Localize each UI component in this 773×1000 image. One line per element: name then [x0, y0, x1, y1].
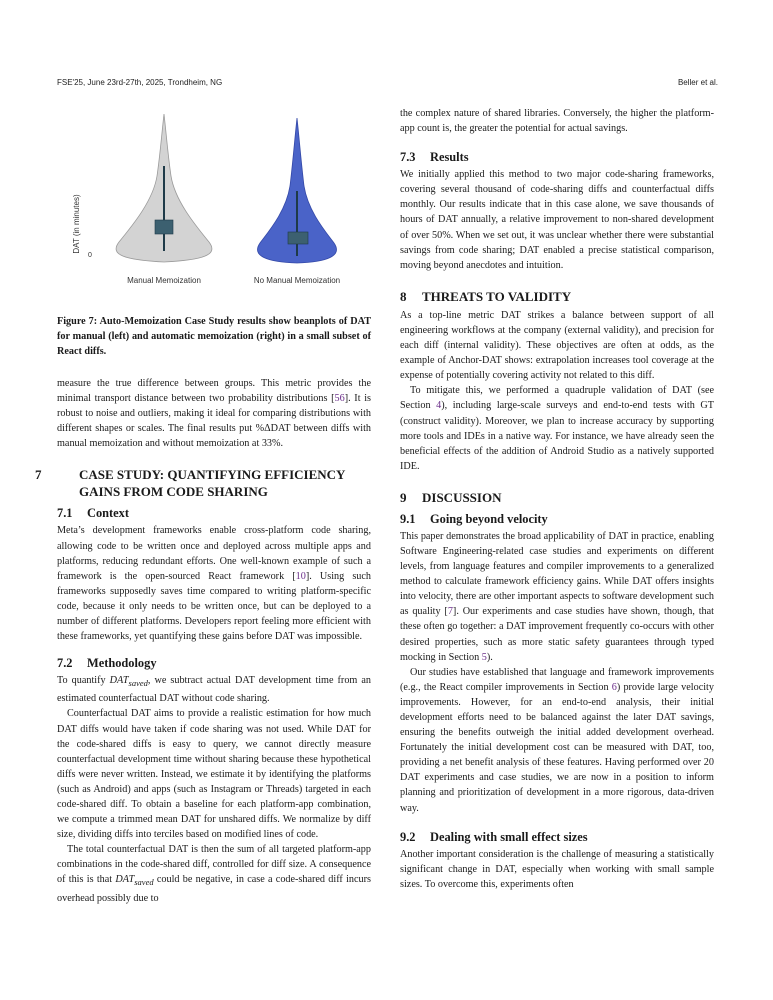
running-header-right: Beller et al. [677, 78, 718, 87]
x-label-manual: Manual Memoization [127, 276, 201, 285]
paragraph-language-framework: Our studies have established that language and framework improvements (e.g., the React compiler improvements in Section 6) provide large velocity improvements. However, for an end-to-end analysis, their initial development efforts need to be balanced against the later DAT savings, ensuring the benefits outweigh the initial added development overhead. Fortunately the initial development cost can be measured with DAT, too, providing a net benefit analysis of these features. Having performed over 20 DAT experiments and case studies, we are now in a position to inform planning and prioritization of development in a more rigorous, data-driven way. [400, 666, 714, 814]
citation-56[interactable]: 56 [334, 393, 345, 405]
figure-caption: Figure 7: Auto-Memoization Case Study results show beanplots of DAT for manual (left) and automatic memoization (right) in a small subset of React diffs. [57, 316, 371, 357]
citation-10[interactable]: 10 [295, 570, 306, 582]
section-link-4[interactable]: 4 [436, 400, 442, 412]
paragraph-results: We initially applied this method to two major code-sharing frameworks, covering several thousand of code-sharing diffs and counterfactual diffs monthly. Our results indicate that in this case alone, we save thousands of hours of DAT annually, a relative improvement to non-shared development of over 50%. When we set out, it was unclear whether there were substantial savings from code sharing; DAT enabled a precise statistical comparison, moving beyond anecdotes and intuition. [400, 169, 714, 271]
dat-saved-symbol: $DAT_{saved}$ [115, 874, 154, 888]
section-7-2-heading: 7.2 Methodology [57, 656, 157, 671]
section-link-5[interactable]: 5 [481, 651, 487, 663]
running-header-left: FSE'25, June 23rd-27th, 2025, Trondheim, NG [57, 78, 223, 87]
y-axis-label: DAT (in minutes) [72, 194, 81, 254]
paragraph-wasserstein: measure the true difference between groups. This metric provides the minimal transport distance between two probability distributions [56]. It is robust to noise and outliers, making it ideal for comparing distributions with different shapes or scales. The final results put %ΔDAT between diffs with manual memoization and without memoization at 33%. [57, 378, 371, 450]
x-label-no-manual: No Manual Memoization [253, 276, 341, 285]
paragraph-counterfactual: Counterfactual DAT aims to provide a realistic estimation for how much DAT diffs would have taken if code sharing was not used. While DAT for the code-shared diffs is easy to query, we cannot directly measure counterfactual development time without sharing because these hypothetical diffs were never written. Instead, we estimate it by identifying the platforms (such as Android) and apps (such as Instagram or Threads) targeted in each code-shared diff. To obtain a baseline for each platform-app combination, we compute a trimmed mean DAT for unshared diffs. We normalize by diff size, dividing diffs into terciles based on modified lines of code. [57, 708, 371, 841]
y-tick-zero: 0 [88, 252, 92, 259]
section-7-1-heading: 7.1 Context [57, 506, 129, 521]
citation-7[interactable]: 7 [447, 606, 453, 618]
paragraph-threats: As a top-line metric DAT strikes a balance between support of all engineering workflows at the company (external validity), and precision for each diff (internal validity). These objectives are often at odds, as the example of Anchor-DAT shows: extrapolation increases tool coverage at the expense of potentially covering activity not related to this diff. [400, 309, 714, 382]
right-column [400, 106, 714, 892]
paragraph-context: Meta’s development frameworks enable cross-platform code sharing, allowing code to be written once and deployed across multiple apps and platforms, reducing redundant efforts. One well-known example of such a framework is the open-sourced React framework [10]. Using such frameworks supposedly saves time compared to writing platform-specific code, because it only needs to be written once, but can be deployed to a number of different platforms. Developers report feeling more efficient with these frameworks, yet quantifying these gains before DAT was impossible. [57, 525, 371, 643]
paragraph-small-effects: Another important consideration is the challenge of measuring a statistically significant change in DAT, especially when working with small sample sizes. To overcome this, experiments often [400, 848, 714, 890]
paragraph-mitigation: To mitigate this, we performed a quadruple validation of DAT (see Section 4), including large-scale surveys and end-to-end tests with GT (construct validity). Moreover, we plan to increase accuracy by supporting more tools and IDEs in a native way. For instance, we have already seen the beneficial effects of the addition of Android Studio as a natively supported IDE. [400, 385, 714, 472]
paragraph-shared-libraries: the complex nature of shared libraries. Conversely, the higher the platform-app count is, the greater the potential for actual savings. [400, 108, 714, 135]
figure-7-chart [57, 106, 371, 291]
paragraph-methodology-intro: To quantify $DAT_{saved}$, we subtract actual DAT development time from an estimated counterfactual DAT without code sharing. [57, 675, 372, 705]
section-7-3-heading: 7.3 Results [400, 150, 469, 165]
left-column [35, 106, 372, 906]
paragraph-beyond-velocity: This paper demonstrates the broad applicability of DAT in practice, enabling Software Engineering-related case studies and experiments on different levels, from language features and compiler improvements to a generalized method to calculate framework efficiency gains. While DAT offers insights into velocity, there are other important aspects to software development such as quality [7]. Our experiments and case studies have shown, though, that these often go together: a DAT improvement frequently co-occurs with other desired properties, such as more static safety guarantees through typed mocking in Section 5). [400, 530, 714, 663]
dat-saved-symbol: $DAT_{saved}$ [109, 675, 148, 689]
section-9-2-heading: 9.2 Dealing with small effect sizes [400, 829, 588, 844]
section-9-heading: 9 DISCUSSION [400, 489, 502, 505]
section-8-heading: 8 THREATS TO VALIDITY [400, 288, 572, 304]
section-link-6[interactable]: 6 [611, 681, 617, 693]
box-manual [155, 220, 173, 234]
section-9-1-heading: 9.1 Going beyond velocity [400, 511, 548, 526]
box-no-manual [288, 232, 308, 244]
paragraph-total-counterfactual: The total counterfactual DAT is then the sum of all targeted platform-app combinations in the code-shared diff, controlled for diff size. A consequence of this is that $DAT_{saved}$ could be negative, in case a code-shared diff incurs overhead possibly due to [57, 844, 371, 904]
section-7-heading: 7 CASE STUDY: QUANTIFYING EFFICIENCY GAINS FROM CODE SHARING [35, 467, 345, 500]
